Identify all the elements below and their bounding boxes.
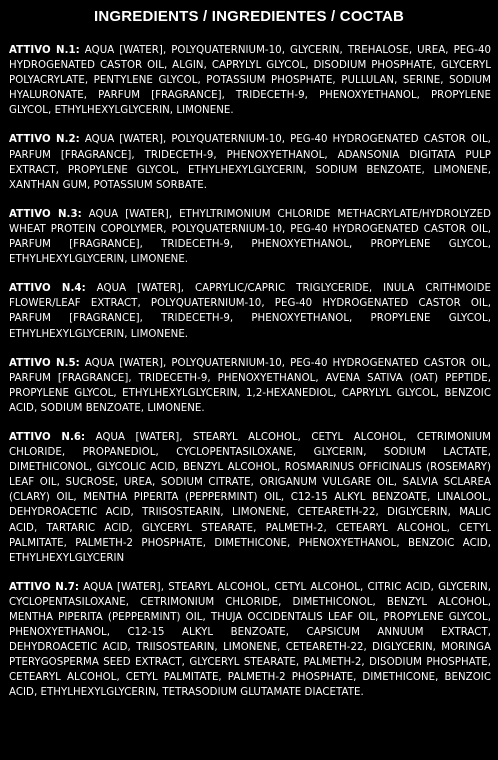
ingredient-section-6 [9,430,491,566]
section-label: ATTIVO N.5: [9,357,80,369]
section-label: ATTIVO N.3: [9,208,82,220]
section-label: ATTIVO N.7: [9,581,80,593]
section-label: ATTIVO N.6: [9,431,86,443]
section-text: AQUA [WATER], ETHYLTRIMONIUM CHLORIDE METHACRYLATE/HYDROLYZED WHEAT PROTEIN COPOLYMER, POLYQUATERNIUM-10, PEG-40 HYDROGENATED CASTOR OIL, PARFUM [FRAGRANCE], TRIDECETH-9, PHENOXYETHANOL, PROPYLENE GLYCOL, ETHYLHEXYLGLYCERIN, LIMONENE. [9,208,491,266]
ingredient-section-5 [9,356,491,416]
ingredient-sections [9,43,491,715]
ingredient-section-4 [9,281,491,341]
ingredient-section-1 [9,43,491,118]
ingredient-section-2 [9,132,491,192]
section-text: AQUA [WATER], STEARYL ALCOHOL, CETYL ALCOHOL, CETRIMONIUM CHLORIDE, PROPANEDIOL, CYCLOPENTASILOXANE, GLYCERIN, SODIUM LACTATE, DIMETHICONOL, GLYCOLIC ACID, BENZYL ALCOHOL, ROSMARINUS OFFICINALIS (ROSEMARY) LEAF OIL, SUCROSE, UREA, SODIUM CITRATE, ORIGANUM VULGARE OIL, SALVIA SCLAREA (CLARY) OIL, MENTHA PIPERITA (PEPPERMINT) OIL, C12-15 ALKYL BENZOATE, LINALOOL, DEHYDROACETIC ACID, TRIISOSTEARIN, LIMONENE, CETEARETH-22, DIGLYCERIN, MALIC ACID, TARTARIC ACID, GLYCERYL STEARATE, PALMETH-2, CETEARYL ALCOHOL, CETYL PALMITATE, PALMETH-2 PHOSPHATE, DIMETHICONE, PHENOXYETHANOL, BENZOIC ACID, ETHYLHEXYLGLYCERIN [9,431,491,564]
section-text: AQUA [WATER], POLYQUATERNIUM-10, PEG-40 HYDROGENATED CASTOR OIL, PARFUM [FRAGRANCE], TRIDECETH-9, PHENOXYETHANOL, ADANSONIA DIGITATA PULP EXTRACT, PROPYLENE GLYCOL, ETHYLHEXYLGLYCERIN, SODIUM BENZOATE, LIMONENE, XANTHAN GUM, POTASSIUM SORBATE. [9,134,491,191]
page-title: INGREDIENTS / INGREDIENTES / COCTAB [93,8,405,25]
section-label: ATTIVO N.4: [9,283,86,295]
section-label: ATTIVO N.2: [9,134,80,146]
section-label: ATTIVO N.1: [9,45,80,56]
ingredient-section-3 [9,207,491,267]
section-text: AQUA [WATER], POLYQUATERNIUM-10, PEG-40 HYDROGENATED CASTOR OIL, PARFUM [FRAGRANCE], TRIDECETH-9, PHENOXYETHANOL, AVENA SATIVA (OAT) PEPTIDE, PROPYLENE GLYCOL, ETHYLHEXYLGLYCERIN, 1,2-HEXANEDIOL, CAPRYLYL GLYCOL, BENZOIC ACID, SODIUM BENZOATE, LIMONENE. [9,357,491,414]
section-text: AQUA [WATER], CAPRYLIC/CAPRIC TRIGLYCERIDE, INULA CRITHMOIDE FLOWER/LEAF EXTRACT, POLYQUATERNIUM-10, PEG-40 HYDROGENATED CASTOR OIL, PARFUM [FRAGRANCE], TRIDECETH-9, PHENOXYETHANOL, PROPYLENE GLYCOL, ETHYLHEXYLGLYCERIN, LIMONENE. [9,283,491,340]
section-text: AQUA [WATER], POLYQUATERNIUM-10, GLYCERIN, TREHALOSE, UREA, PEG-40 HYDROGENATED CASTOR OIL, ALGIN, CAPRYLYL GLYCOL, DISODIUM PHOSPHATE, GLYCERYL POLYACRYLATE, PENTYLENE GLYCOL, POTASSIUM PHOSPHATE, PULLULAN, SERINE, SODIUM HYALURONATE, PARFUM [FRAGRANCE], TRIDECETH-9, PHENOXYETHANOL, PROPYLENE GLYCOL, ETHYLHEXYLGLYCERIN, LIMONENE. [9,45,492,117]
ingredient-section-7 [9,580,491,701]
section-text: AQUA [WATER], STEARYL ALCOHOL, CETYL ALCOHOL, CITRIC ACID, GLYCERIN, CYCLOPENTASILOXANE, CETRIMONIUM CHLORIDE, DIMETHICONOL, BENZYL ALCOHOL, MENTHA PIPERITA (PEPPERMINT) OIL, THUJA OCCIDENTALIS LEAF OIL, PROPYLENE GLYCOL, PHENOXYETHANOL, C12-15 ALKYL BENZOATE, CAPSICUM ANNUUM EXTRACT, DEHYDROACETIC ACID, TRIISOSTEARIN, LIMONENE, CETEARETH-22, DIGLYCERIN, MORINGA PTERYGOSPERMA SEED EXTRACT, GLYCERYL STEARATE, PALMETH-2, DISODIUM PHOSPHATE, CETEARYL ALCOHOL, CETYL PALMITATE, PALMETH-2 PHOSPHATE, DIMETHICONE, BENZOIC ACID, ETHYLHEXYLGLYCERIN, TETRASODIUM GLUTAMATE DIACETATE. [9,581,491,699]
